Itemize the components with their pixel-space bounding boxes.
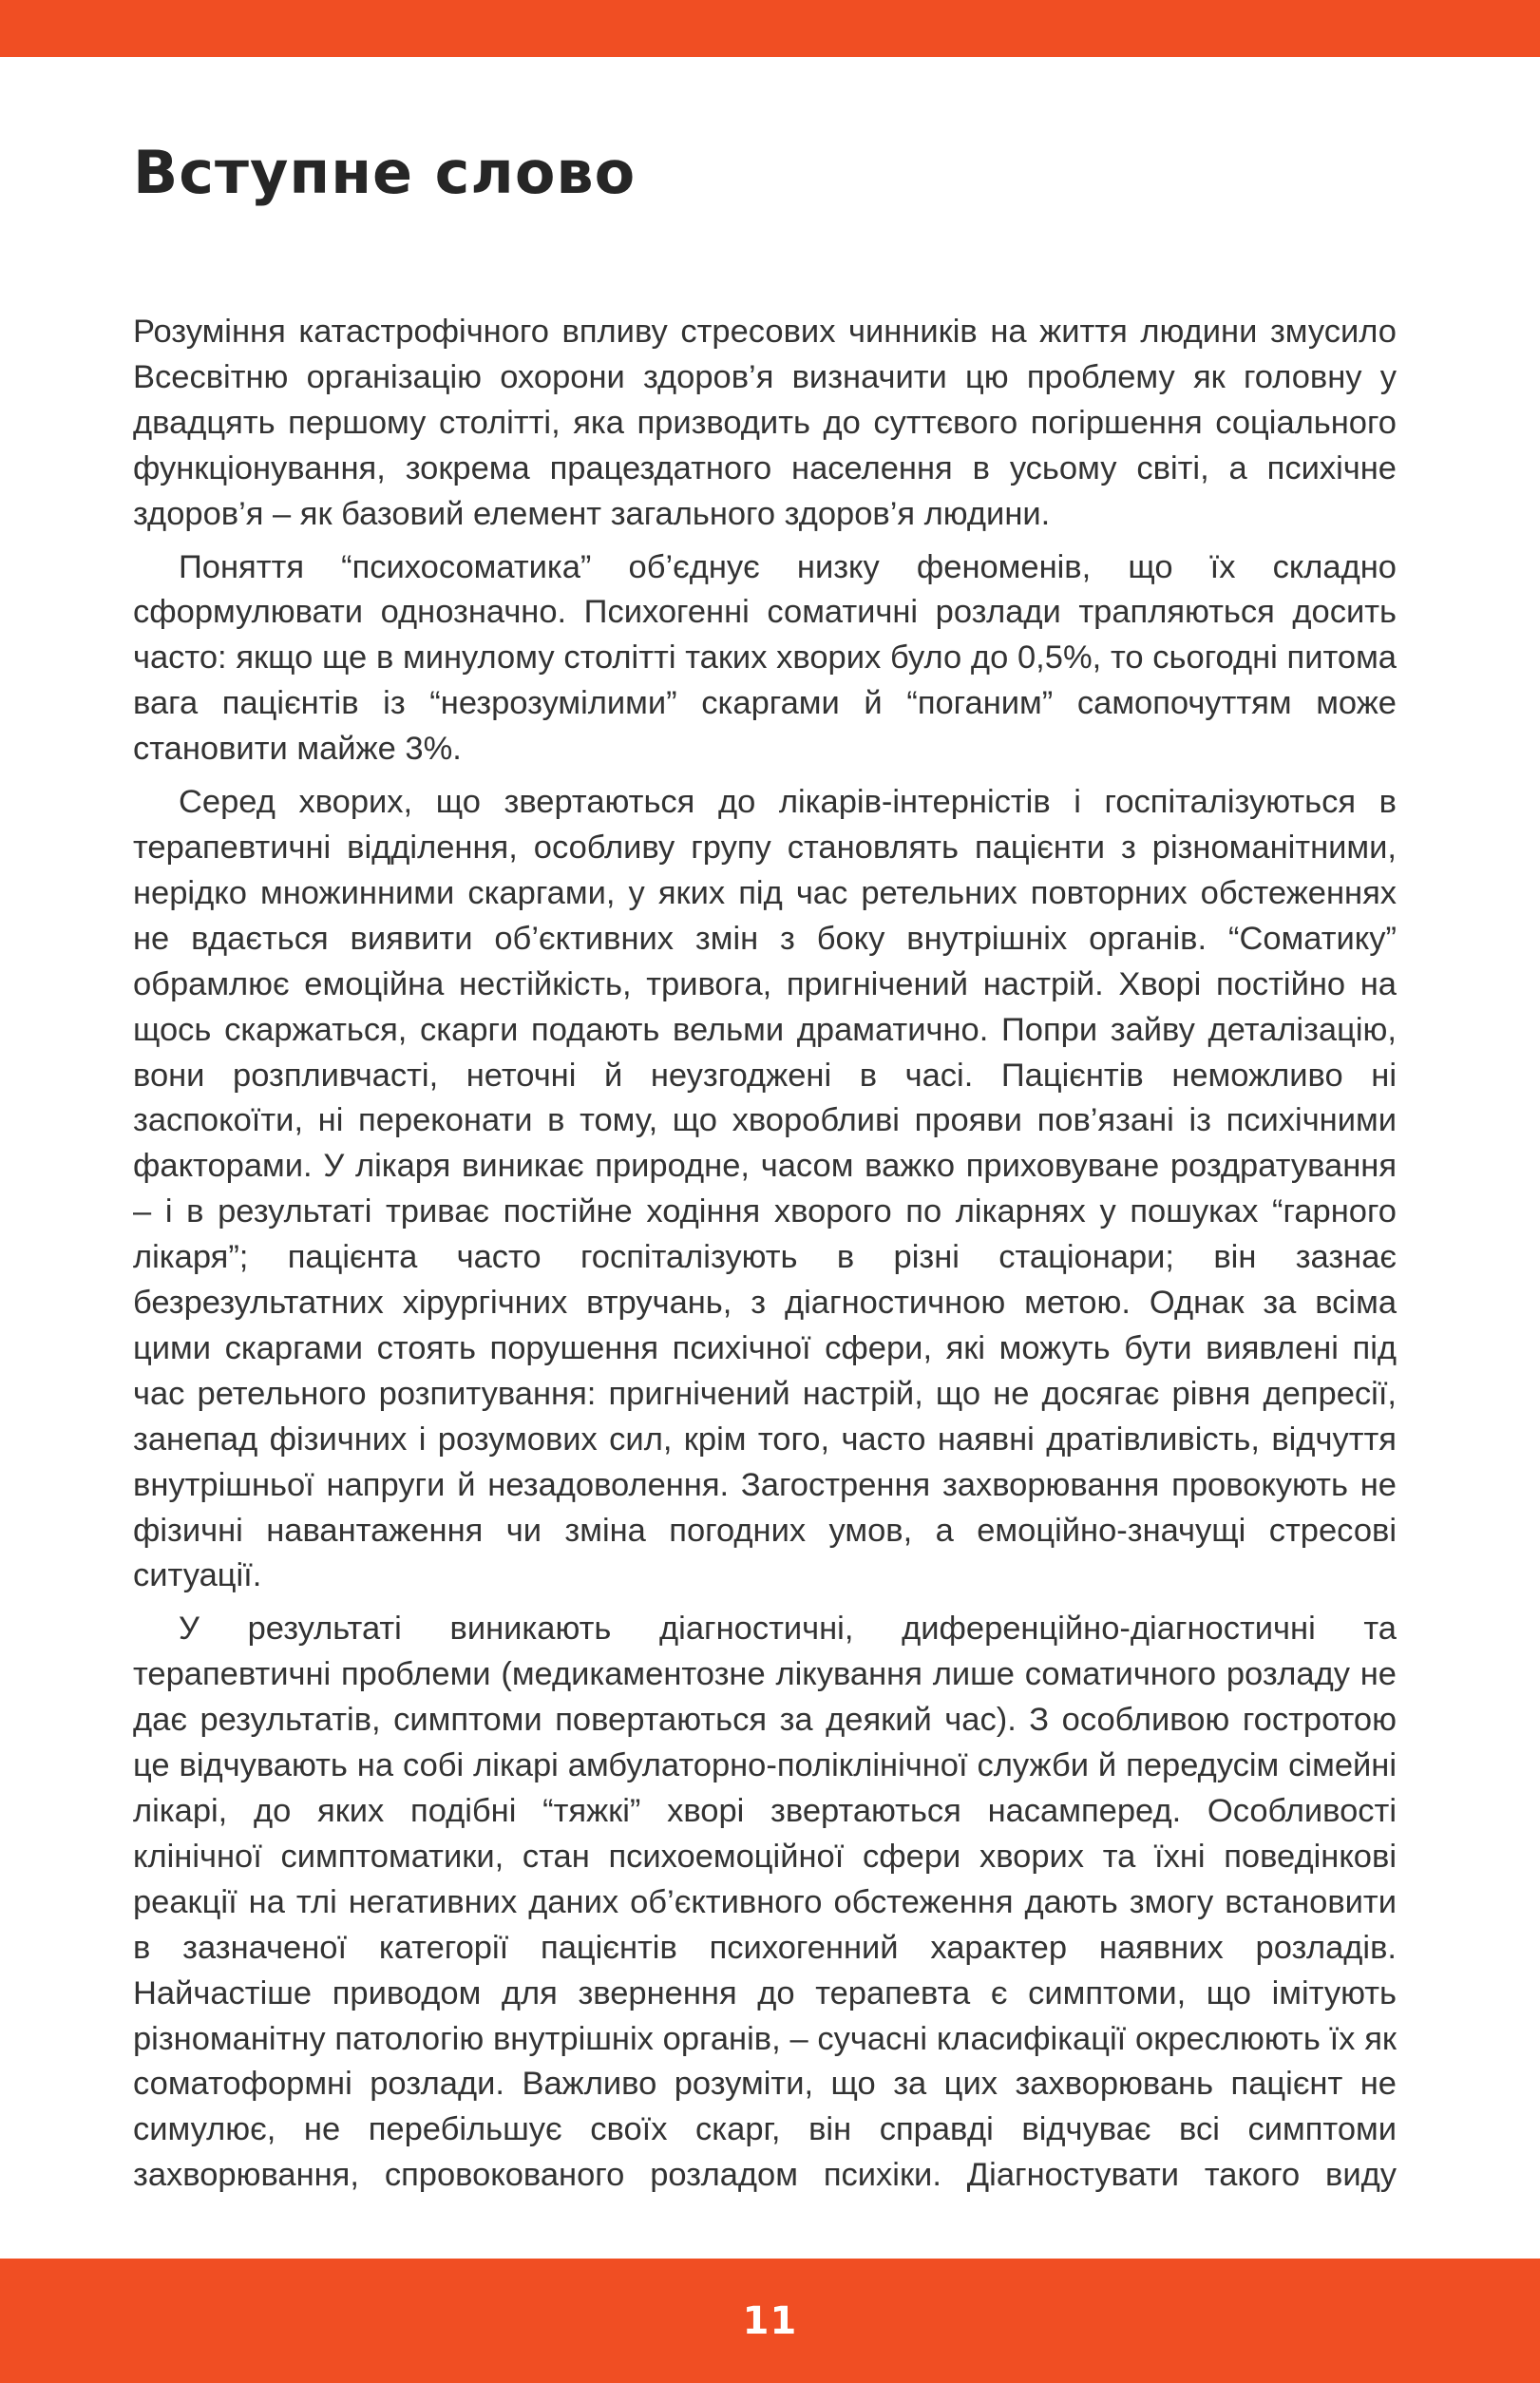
- paragraph-3: Серед хворих, що звертаються до лікарів-інтерністів і госпіталізуються в терапевтичні відділення, особливу групу становлять пацієнти з різноманітними, нерідко множинними скаргами, у яких під час ретельних повторних обстеженнях не вдається виявити об’єктивних змін з боку внутрішніх органів. “Соматику” обрамлює емоційна нестійкість, тривога, пригнічений настрій. Хворі постійно на щось скаржаться, скарги подають вельми драматично. Попри зайву деталізацію, вони розпливчасті, неточні й неузгоджені в часі. Пацієнтів неможливо ні заспокоїти, ні переконати в тому, що хворобливі прояви пов’язані із психічними факторами. У лікаря виникає природне, часом важко приховуване роздратування – і в результаті триває постійне ходіння хворого по лікарнях у пошуках “гарного лікаря”; пацієнта часто госпіталізують в різні стаціонари; він зазнає безрезультатних хірургічних втручань, з діагностичною метою. Однак за всіма цими скаргами стоять порушення психічної сфери, які можуть бути виявлені під час ретельного розпитування: пригнічений настрій, що не досягає рівня депресії, занепад фізичних і розумових сил, крім того, часто наявні дратівливість, відчуття внутрішньої напруги й незадоволення. Загострення захворювання провокують не фізичні навантаження чи зміна погодних умов, а емоційно-значущі стресові ситуації.: [133, 784, 1397, 1594]
- paragraph-1: Розуміння катастрофічного впливу стресових чинників на життя людини змусило Всесвітню організацію охорони здоров’я визначити цю проблему як головну у двадцять першому столітті, яка призводить до суттєвого погіршення соціального функціонування, зокрема працездатного населення в усьому світі, а психічне здоров’я – як базовий елемент загального здоров’я людини.: [133, 314, 1397, 532]
- page-number: 11: [742, 2299, 798, 2343]
- page-title: Вступне слово: [133, 138, 637, 207]
- paragraph-4: У результаті виникають діагностичні, диференційно-діагностичні та терапевтичні проблеми (медикаментозне лікування лише соматичного розладу не дає результатів, симптоми повертаються за деякий час). З особливою гостротою це відчувають на собі лікарі амбулаторно-поліклінічної служби й передусім сімейні лікарі, до яких подібні “тяжкі” хворі звертаються насамперед. Особливості клінічної симптоматики, стан психоемоційної сфери хворих та їхні поведінкові реакції на тлі негативних даних об’єктивного обстеження дають змогу встановити в зазначеної категорії пацієнтів психогенний характер наявних розладів. Найчастіше приводом для звернення до терапевта є симптоми, що імітують різноманітну патологію внутрішніх органів, – сучасні класифікації окреслюють їх як соматоформні розлади. Важливо розуміти, що за цих захворювань пацієнт не симулює, не перебільшує своїх скарг, він справді відчуває всі симптоми захворювання, спровокованого розладом психіки. Діагностувати такого виду: [133, 1611, 1397, 2194]
- paragraph-2: Поняття “психосоматика” об’єднує низку феноменів, що їх складно сформулювати однозначно. Психогенні соматичні розлади трапляються досить часто: якщо ще в минулому столітті таких хворих було до 0,5%, то сьогодні питома вага пацієнтів із “незрозумілими” скаргами й “поганим” самопочуттям може становити майже 3%.: [133, 548, 1397, 768]
- body-text: [133, 310, 1397, 2206]
- top-accent-band: [0, 0, 1540, 57]
